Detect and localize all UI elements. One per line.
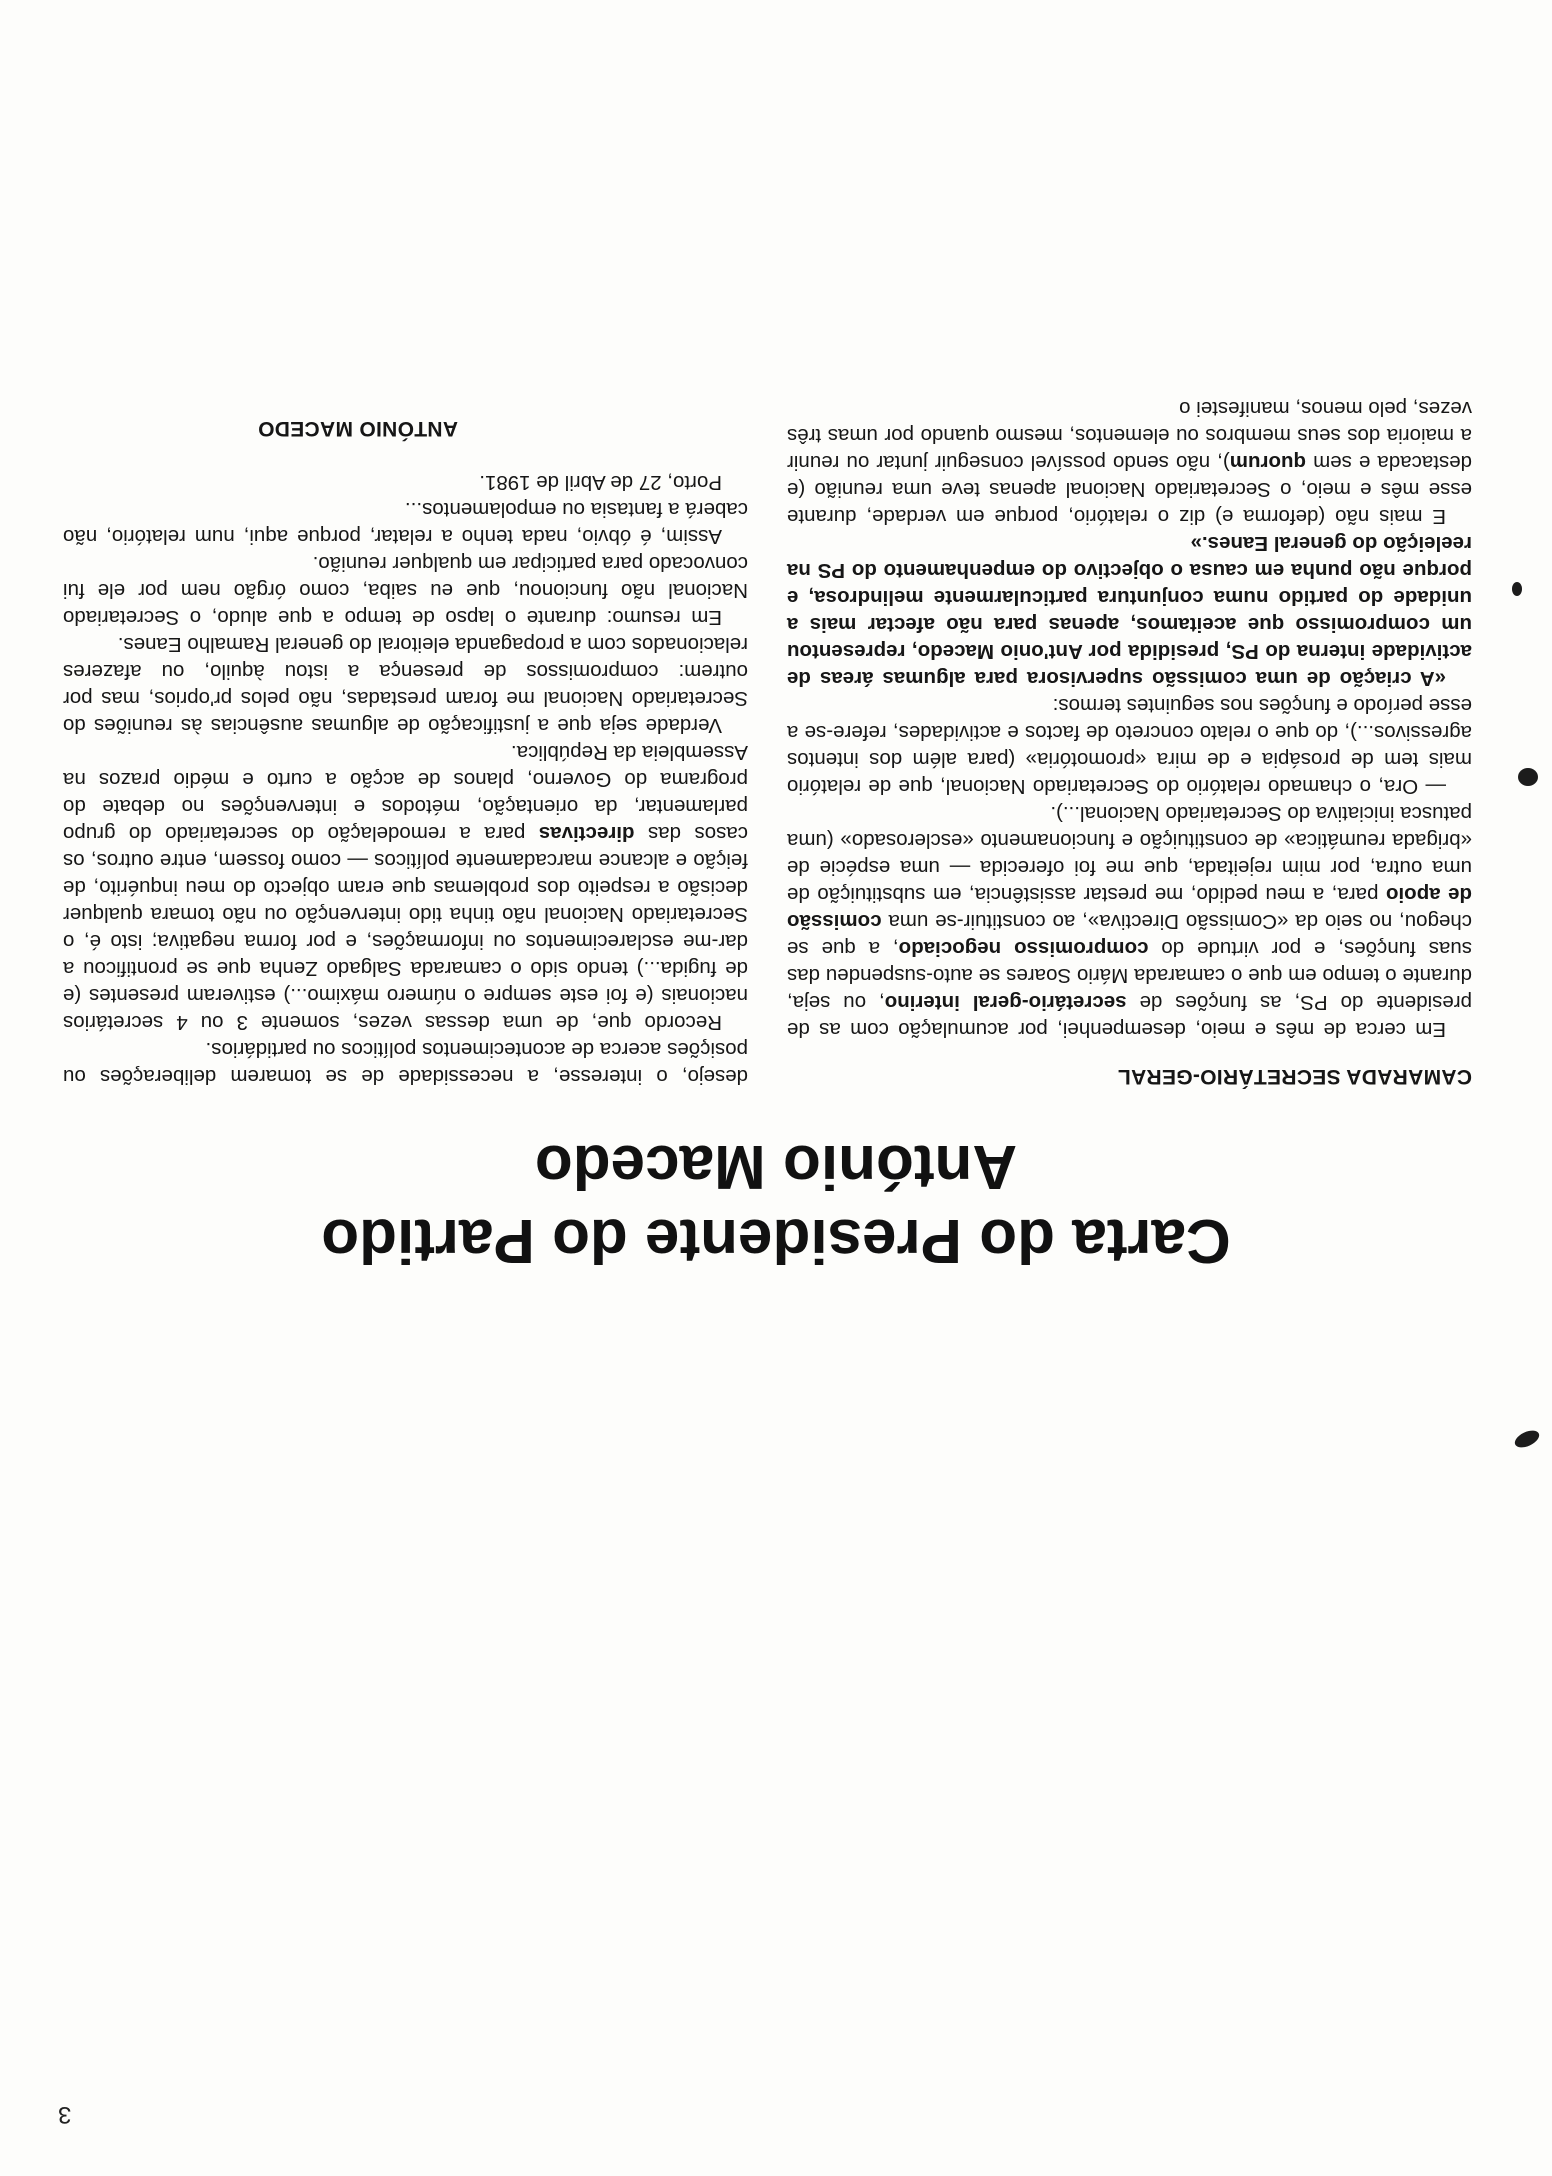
bold-term: directivas: [538, 822, 635, 845]
paragraph: Verdade seja que a justificação de algumas ausências às reuniões do Secretariado Nacional me foram prestadas, não pelos pr'oprios, mas por outrem: compromissos de presença a istou àquilo, ou afazeres relacionados com a propaganda eleitoral do general Ramalho Eanes.: [63, 633, 748, 737]
text-run: para a remodelação do secretariado do grupo parlamentar, da orientação, métodos e intervenções no debate do programa do Governo, planos de acção a curto e médio prazos na Assembleia da República.: [63, 741, 748, 845]
article-author-title: António Macedo: [534, 1132, 1018, 1201]
text-run: Em cerca de mês e meio, desempenhei, por acumulação com as de presidente do PS, as funções de: [787, 991, 1472, 1041]
paragraph: — Ora, o chamado relatório do Secretariado Nacional, que de relatório mais tem de prosápia e de mira «promotória» (para além dos intentos agressivos...), do que o relato concreto de factos e actividades, refere-se a esse período e funções nos seguintes termos:: [787, 694, 1472, 798]
bold-term: compromisso negociado: [898, 937, 1149, 960]
paragraph: [787, 395, 1472, 530]
scan-speck: [1512, 582, 1522, 596]
quoted-passage: «A criação de uma comissão supervisora para algumas áreas de actividade interna do PS, presidida por Ant'onio Macedo, representou um compromisso que aceitamos, apenas para não afectar mais a unidade do partido numa conjuntura particularmente melindrosa, e porque não punha em causa o objectivo do empenhamento do PS na reeleição do general Eanes.»: [787, 532, 1472, 690]
scan-speck: [1512, 1427, 1541, 1451]
paragraph: [63, 739, 748, 1036]
scan-speck: [1518, 768, 1538, 786]
article-title: Carta do Presidente do Partido: [321, 1206, 1231, 1275]
text-run: Recordo que, de uma dessas vezes, somente 3 ou 4 secretários nacionais (e foi este sempre o número máximo...) estiveram presentes (e de fugida...) tendo sido o camarada Salgado Zenha que se prontificou a dar-me esclarecimentos ou informações, e por forma negativa; isto é, o Secretariado Nacional não tinha tido intervenção ou não tomara qualquer decisão a respeito dos problemas que eram objecto do meu inquérito, de feição e alcance marcadamente políticos — como fossem, entre outros, os casos das: [63, 822, 748, 1034]
paragraph: Assim, é óbvio, nada tenho a relatar, porque aqui, num relatório, não caberá a fantasia ou empolamentos...: [63, 498, 748, 548]
right-column: [63, 415, 748, 1090]
paragraph: desejo, o interesse, a necessidade de se tomarem deliberações ou posições acerca de acontecimentos políticos ou partidários.: [63, 1038, 748, 1088]
paragraph: Em resumo: durante o lapso de tempo a que aludo, o Secretariado Nacional não funcionou, que eu saiba, como órgão nem por ele fui convocado para participar em qualquer reunião.: [63, 552, 748, 629]
left-column: [787, 395, 1472, 1090]
signature: ANTÓNIO MACEDO: [257, 417, 458, 440]
text-run: , ou seja, durante o tempo em que o camarada Mário Soares se auto-suspendeu das suas funções, e por virtude do: [787, 937, 1472, 1014]
section-heading: CAMARADA SECRETÁRIO-GERAL: [1117, 1065, 1472, 1088]
bold-term: secretário-geral interino: [884, 991, 1127, 1014]
sign-off-date: Porto, 27 de Abril de 1981.: [479, 471, 722, 494]
text-run: E mais não (deforma e) diz o relatório, porque em verdade, durante esse mês e meio, o Secretariado Nacional apenas teve uma reunião (e destacada e sem: [787, 451, 1472, 528]
text-run: , a que se chegou, no seio da «Comissão Directiva», ao constituir-se uma: [787, 910, 1472, 960]
bold-term: comissão de apoio: [787, 883, 1472, 933]
page-number: 3: [58, 2101, 72, 2128]
paragraph: [787, 800, 1472, 1043]
text-run: para, a meu pedido, me prestar assistência, em substituição de uma outra, por mim rejeitada, que me foi oferecida — uma espécie de «brigada reumática» de constituição e funcionamento «esclerosado» (uma patusca iniciativa do Secretariado Nacional...).: [787, 802, 1472, 906]
bold-term: quorum: [1229, 451, 1307, 474]
text-run: ), não sendo possível conseguir juntar ou reunir a maioria dos seus membros ou elementos, mesmo quando por umas três vezes, pelo menos, manifestei o: [787, 397, 1472, 474]
